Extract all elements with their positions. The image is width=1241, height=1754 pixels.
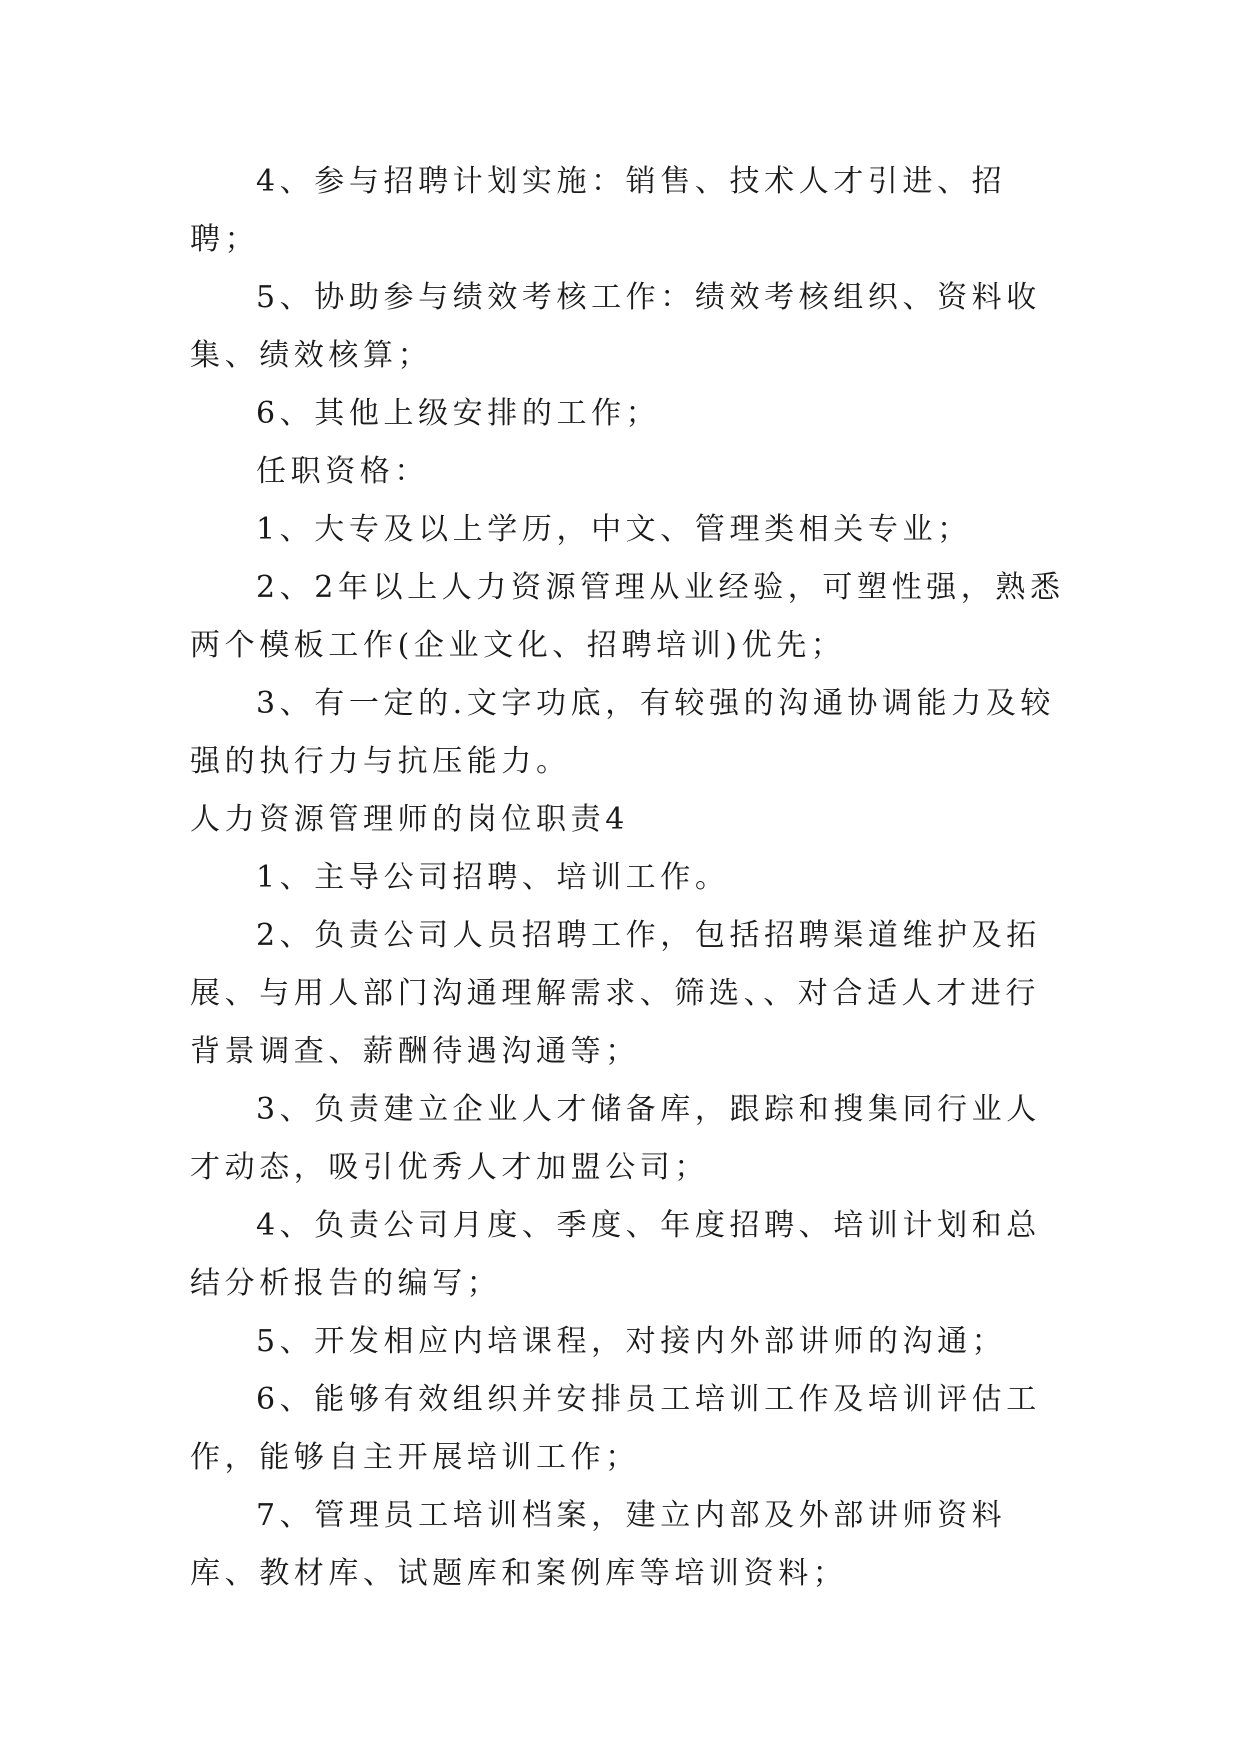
paragraph-duty-courses: 5、开发相应内培课程，对接内外部讲师的沟通； bbox=[256, 1324, 1007, 1359]
paragraph-duty-talent-pool: 3、负责建立企业人才储备库，跟踪和搜集同行业人才动态，吸引优秀人才加盟公司； bbox=[190, 1092, 1041, 1185]
document-body bbox=[190, 153, 1070, 1603]
paragraph-qualifications-heading: 任职资格： bbox=[256, 454, 429, 489]
paragraph-other-tasks: 6、其他上级安排的工作； bbox=[256, 396, 661, 431]
paragraph-duty-lead: 1、主导公司招聘、培训工作。 bbox=[256, 860, 730, 895]
paragraph-qualification-skills: 3、有一定的.文字功底，有较强的沟通协调能力及较强的执行力与抗压能力。 bbox=[190, 686, 1056, 779]
paragraph-qualification-experience: 2、2年以上人力资源管理从业经验，可塑性强，熟悉两个模板工作(企业文化、招聘培训)优先； bbox=[190, 570, 1065, 663]
paragraph-duty-training-org: 6、能够有效组织并安排员工培训工作及培训评估工作，能够自主开展培训工作； bbox=[190, 1382, 1041, 1475]
paragraph-recruitment-plan: 4、参与招聘计划实施：销售、技术人才引进、招聘； bbox=[190, 164, 1007, 257]
paragraph-qualification-education: 1、大专及以上学历，中文、管理类相关专业； bbox=[256, 512, 972, 547]
paragraph-duty-recruiting: 2、负责公司人员招聘工作，包括招聘渠道维护及拓展、与用人部门沟通理解需求、筛选、、对合适人才进行背景调查、薪酬待遇沟通等； bbox=[190, 918, 1041, 1069]
paragraph-duty-reports: 4、负责公司月度、季度、年度招聘、培训计划和总结分析报告的编写； bbox=[190, 1208, 1041, 1301]
paragraph-duty-training-archive: 7、管理员工培训档案，建立内部及外部讲师资料库、教材库、试题库和案例库等培训资料； bbox=[190, 1498, 1007, 1591]
paragraph-performance-review: 5、协助参与绩效考核工作：绩效考核组织、资料收集、绩效核算； bbox=[190, 280, 1041, 373]
section-title: 人力资源管理师的岗位职责4 bbox=[190, 802, 629, 837]
